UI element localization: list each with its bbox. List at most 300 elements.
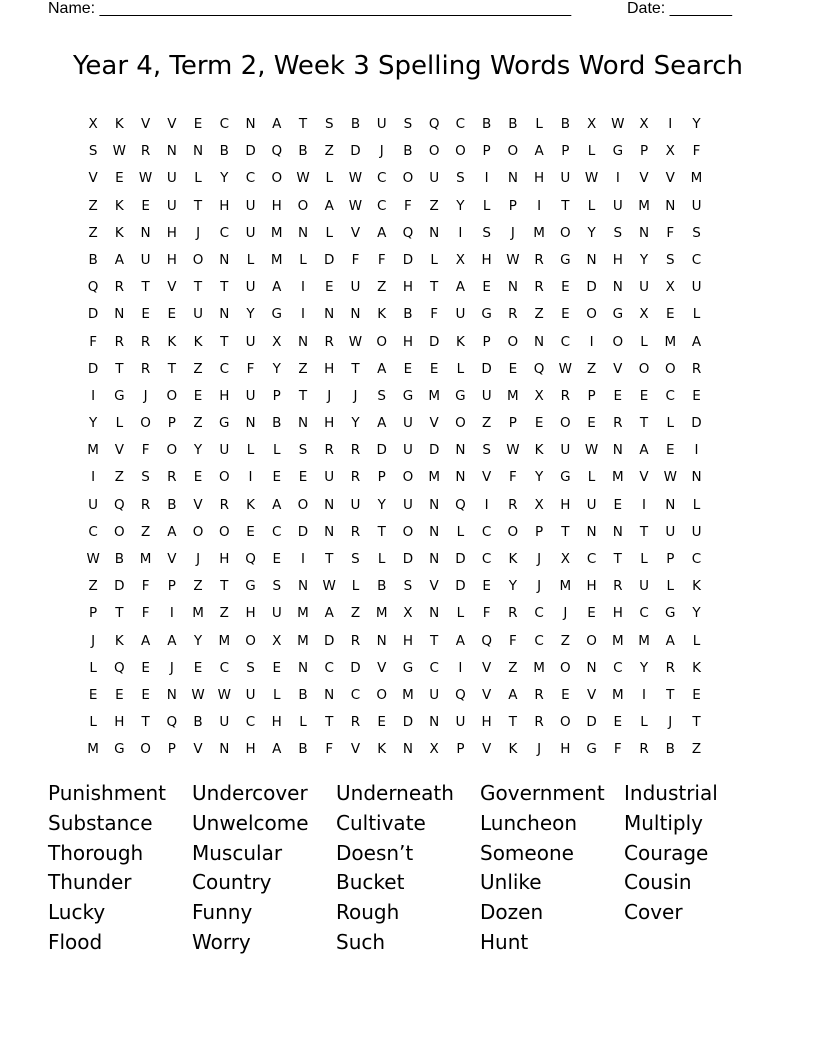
grid-letter[interactable]: L <box>89 659 97 676</box>
grid-letter[interactable]: T <box>351 360 360 377</box>
grid-letter[interactable]: R <box>324 442 334 459</box>
grid-letter[interactable]: F <box>246 360 255 377</box>
grid-letter[interactable]: R <box>350 632 361 649</box>
grid-letter[interactable]: B <box>167 496 177 513</box>
grid-letter[interactable]: Y <box>692 605 701 622</box>
grid-letter[interactable]: F <box>666 224 675 241</box>
grid-letter[interactable]: M <box>87 442 99 459</box>
grid-letter[interactable]: U <box>560 442 571 459</box>
grid-letter[interactable]: K <box>455 333 465 350</box>
grid-letter[interactable]: P <box>508 415 517 432</box>
grid-letter[interactable]: U <box>245 224 256 241</box>
grid-letter[interactable]: R <box>613 415 623 432</box>
grid-letter[interactable]: T <box>115 605 124 622</box>
grid-letter[interactable]: E <box>272 551 282 567</box>
grid-letter[interactable]: E <box>561 686 570 703</box>
grid-letter[interactable]: Z <box>560 632 570 649</box>
grid-letter[interactable]: C <box>560 333 571 350</box>
grid-letter[interactable]: C <box>429 659 439 676</box>
grid-letter[interactable]: K <box>114 116 124 132</box>
grid-letter[interactable]: T <box>115 360 124 377</box>
grid-letter[interactable]: Q <box>271 143 283 160</box>
grid-letter[interactable]: C <box>691 251 702 268</box>
grid-letter[interactable]: Z <box>691 741 702 758</box>
grid-letter[interactable]: L <box>325 224 333 241</box>
grid-letter[interactable]: O <box>297 197 309 214</box>
grid-letter[interactable]: W <box>506 251 520 268</box>
grid-letter[interactable]: S <box>403 116 413 132</box>
grid-letter[interactable]: K <box>377 306 387 323</box>
grid-letter[interactable]: T <box>167 360 176 377</box>
grid-letter[interactable]: R <box>534 279 544 296</box>
grid-letter[interactable]: D <box>114 578 125 595</box>
grid-letter[interactable]: G <box>455 387 466 404</box>
grid-letter[interactable]: O <box>402 469 414 486</box>
grid-letter[interactable]: H <box>166 224 177 241</box>
grid-letter[interactable]: R <box>140 496 151 513</box>
grid-letter[interactable]: A <box>272 496 282 513</box>
grid-letter[interactable]: U <box>691 279 702 296</box>
grid-letter[interactable]: K <box>534 442 544 459</box>
grid-letter[interactable]: E <box>639 387 649 404</box>
grid-letter[interactable]: W <box>506 442 520 459</box>
grid-letter[interactable]: D <box>376 442 387 459</box>
grid-letter[interactable]: T <box>325 714 334 731</box>
grid-letter[interactable]: B <box>272 415 282 432</box>
grid-letter[interactable]: R <box>140 333 151 350</box>
grid-letter[interactable]: W <box>348 333 363 350</box>
grid-letter[interactable]: F <box>482 605 491 622</box>
grid-letter[interactable]: D <box>350 659 361 676</box>
grid-letter[interactable]: T <box>666 686 675 703</box>
grid-letter[interactable]: Q <box>402 224 414 241</box>
grid-letter[interactable]: V <box>586 686 597 703</box>
grid-letter[interactable]: S <box>692 224 701 241</box>
grid-letter[interactable]: L <box>692 306 701 323</box>
grid-letter[interactable]: X <box>560 551 570 567</box>
grid-letter[interactable]: E <box>141 686 150 703</box>
grid-letter[interactable]: M <box>664 333 677 350</box>
grid-letter[interactable]: T <box>193 279 203 296</box>
grid-letter[interactable]: N <box>455 442 466 459</box>
grid-letter[interactable]: Q <box>114 659 125 676</box>
grid-letter[interactable]: R <box>639 741 649 758</box>
grid-letter[interactable]: Z <box>324 143 334 160</box>
grid-letter[interactable]: K <box>114 197 124 214</box>
grid-letter[interactable]: O <box>612 333 624 350</box>
grid-letter[interactable]: B <box>114 551 124 567</box>
grid-letter[interactable]: F <box>613 741 622 758</box>
grid-letter[interactable]: B <box>508 116 518 132</box>
grid-letter[interactable]: U <box>639 578 649 595</box>
grid-letter[interactable]: T <box>639 415 649 432</box>
grid-letter[interactable]: D <box>402 714 414 731</box>
grid-letter[interactable]: R <box>534 686 544 703</box>
grid-letter[interactable]: Q <box>114 496 125 513</box>
grid-letter[interactable]: Z <box>88 197 98 214</box>
grid-letter[interactable]: L <box>587 469 596 486</box>
grid-letter[interactable]: S <box>403 578 413 595</box>
grid-letter[interactable]: K <box>114 224 124 241</box>
grid-letter[interactable]: D <box>245 143 256 160</box>
grid-letter[interactable]: D <box>455 578 466 595</box>
grid-letter[interactable]: M <box>270 224 283 241</box>
grid-letter[interactable]: V <box>482 659 492 676</box>
grid-letter[interactable]: T <box>377 523 386 540</box>
grid-letter[interactable]: W <box>584 442 599 459</box>
grid-letter[interactable]: X <box>455 251 466 268</box>
grid-letter[interactable]: J <box>143 387 148 404</box>
grid-letter[interactable]: T <box>141 279 150 296</box>
grid-letter[interactable]: M <box>507 387 519 404</box>
grid-letter[interactable]: S <box>246 659 255 676</box>
grid-letter[interactable]: N <box>297 333 309 350</box>
grid-letter[interactable]: Q <box>428 116 440 132</box>
grid-letter[interactable]: U <box>88 496 99 513</box>
grid-letter[interactable]: U <box>350 279 361 296</box>
grid-letter[interactable]: L <box>535 116 543 132</box>
grid-letter[interactable]: Z <box>88 578 98 595</box>
grid-letter[interactable]: E <box>587 415 596 432</box>
grid-letter[interactable]: M <box>428 469 440 486</box>
grid-letter[interactable]: U <box>560 170 571 187</box>
grid-letter[interactable]: Y <box>246 306 255 323</box>
grid-letter[interactable]: L <box>272 686 281 703</box>
grid-letter[interactable]: C <box>88 523 98 540</box>
grid-letter[interactable]: M <box>638 632 650 649</box>
grid-letter[interactable]: T <box>561 197 570 214</box>
grid-letter[interactable]: L <box>587 197 596 214</box>
grid-letter[interactable]: E <box>692 387 701 404</box>
grid-letter[interactable]: R <box>350 714 361 731</box>
grid-letter[interactable]: U <box>612 197 623 214</box>
grid-letter[interactable]: G <box>114 387 125 404</box>
grid-letter[interactable]: S <box>613 224 623 241</box>
grid-letter[interactable]: L <box>430 251 438 268</box>
grid-letter[interactable]: Q <box>166 714 178 731</box>
grid-letter[interactable]: W <box>348 170 363 187</box>
grid-letter[interactable]: L <box>351 578 360 595</box>
grid-letter[interactable]: R <box>691 360 702 377</box>
grid-letter[interactable]: E <box>272 659 282 676</box>
grid-letter[interactable]: A <box>508 686 518 703</box>
grid-letter[interactable]: L <box>299 714 307 731</box>
grid-letter[interactable]: B <box>350 116 361 132</box>
grid-letter[interactable]: G <box>402 387 414 404</box>
grid-letter[interactable]: P <box>167 741 176 758</box>
grid-letter[interactable]: L <box>692 632 701 649</box>
grid-letter[interactable]: I <box>642 686 647 703</box>
grid-letter[interactable]: N <box>324 686 335 703</box>
grid-letter[interactable]: H <box>166 251 177 268</box>
grid-letter[interactable]: U <box>166 197 177 214</box>
grid-letter[interactable]: E <box>508 360 518 377</box>
grid-letter[interactable]: K <box>692 659 701 676</box>
grid-letter[interactable]: D <box>87 306 99 323</box>
grid-letter[interactable]: R <box>324 333 334 350</box>
grid-letter[interactable]: N <box>297 415 309 432</box>
grid-letter[interactable]: T <box>220 279 229 296</box>
grid-letter[interactable]: A <box>324 605 334 622</box>
grid-letter[interactable]: H <box>560 741 571 758</box>
grid-letter[interactable]: K <box>167 333 177 350</box>
grid-letter[interactable]: D <box>297 523 309 540</box>
grid-letter[interactable]: W <box>296 170 310 187</box>
grid-letter[interactable]: A <box>272 116 282 132</box>
grid-letter[interactable]: L <box>640 333 648 350</box>
grid-letter[interactable]: X <box>534 387 544 404</box>
grid-letter[interactable]: Z <box>114 469 124 486</box>
grid-letter[interactable]: Q <box>455 496 466 513</box>
grid-letter[interactable]: A <box>639 442 649 459</box>
grid-letter[interactable]: U <box>455 306 466 323</box>
grid-letter[interactable]: S <box>456 170 465 187</box>
grid-letter[interactable]: P <box>167 578 176 595</box>
grid-letter[interactable]: U <box>691 523 702 540</box>
grid-letter[interactable]: U <box>350 496 361 513</box>
grid-letter[interactable]: V <box>482 469 492 486</box>
grid-letter[interactable]: B <box>298 741 308 758</box>
grid-letter[interactable]: T <box>508 714 517 731</box>
grid-letter[interactable]: Z <box>140 523 151 540</box>
grid-letter[interactable]: Z <box>586 360 597 377</box>
grid-letter[interactable]: V <box>350 224 361 241</box>
grid-letter[interactable]: M <box>218 632 231 649</box>
grid-letter[interactable]: Z <box>508 659 518 676</box>
grid-letter[interactable]: R <box>350 442 361 459</box>
grid-letter[interactable]: E <box>193 387 203 404</box>
grid-letter[interactable]: H <box>219 387 230 404</box>
grid-letter[interactable]: Y <box>220 170 229 187</box>
grid-letter[interactable]: Y <box>351 415 360 432</box>
grid-letter[interactable]: G <box>402 659 414 676</box>
grid-letter[interactable]: O <box>402 523 414 540</box>
grid-letter[interactable]: J <box>537 551 542 567</box>
grid-letter[interactable]: F <box>141 442 150 459</box>
grid-letter[interactable]: U <box>402 415 413 432</box>
grid-letter[interactable]: V <box>639 170 649 187</box>
grid-letter[interactable]: G <box>481 306 492 323</box>
grid-letter[interactable]: C <box>534 605 544 622</box>
grid-letter[interactable]: V <box>193 496 203 513</box>
grid-letter[interactable]: N <box>245 116 256 132</box>
grid-letter[interactable]: L <box>456 360 465 377</box>
grid-letter[interactable]: T <box>639 523 649 540</box>
grid-letter[interactable]: G <box>612 143 624 160</box>
grid-letter[interactable]: E <box>666 442 675 459</box>
grid-letter[interactable]: O <box>455 143 466 160</box>
grid-letter[interactable]: T <box>141 714 150 731</box>
grid-letter[interactable]: C <box>481 523 492 540</box>
grid-letter[interactable]: B <box>403 143 413 160</box>
grid-letter[interactable]: O <box>192 251 204 268</box>
grid-letter[interactable]: I <box>642 496 647 513</box>
grid-letter[interactable]: O <box>192 523 204 540</box>
grid-letter[interactable]: Y <box>692 116 701 132</box>
grid-letter[interactable]: S <box>351 551 360 567</box>
grid-letter[interactable]: R <box>219 496 229 513</box>
grid-letter[interactable]: U <box>455 714 466 731</box>
grid-letter[interactable]: K <box>692 578 701 595</box>
grid-letter[interactable]: N <box>219 306 230 323</box>
grid-letter[interactable]: N <box>507 170 518 187</box>
grid-letter[interactable]: F <box>508 632 517 649</box>
grid-letter[interactable]: A <box>140 632 151 649</box>
grid-letter[interactable]: S <box>324 116 334 132</box>
grid-letter[interactable]: N <box>612 442 623 459</box>
grid-letter[interactable]: L <box>640 551 648 567</box>
grid-letter[interactable]: E <box>115 686 124 703</box>
grid-letter[interactable]: L <box>246 251 255 268</box>
grid-letter[interactable]: Y <box>377 496 386 513</box>
grid-letter[interactable]: Q <box>481 632 492 649</box>
grid-letter[interactable]: C <box>219 116 229 132</box>
grid-letter[interactable]: L <box>587 143 596 160</box>
grid-letter[interactable]: T <box>561 523 570 540</box>
grid-letter[interactable]: L <box>115 415 124 432</box>
grid-letter[interactable]: M <box>402 686 414 703</box>
grid-letter[interactable]: X <box>403 605 413 622</box>
grid-letter[interactable]: O <box>114 523 125 540</box>
grid-letter[interactable]: Q <box>533 360 545 377</box>
grid-letter[interactable]: Y <box>193 442 203 459</box>
grid-letter[interactable]: N <box>350 306 361 323</box>
grid-letter[interactable]: W <box>112 143 127 160</box>
grid-letter[interactable]: H <box>534 170 545 187</box>
grid-letter[interactable]: V <box>613 360 623 377</box>
grid-letter[interactable]: M <box>428 387 440 404</box>
grid-letter[interactable]: Y <box>639 251 649 268</box>
grid-letter[interactable]: D <box>402 251 414 268</box>
grid-letter[interactable]: V <box>167 551 177 567</box>
grid-letter[interactable]: J <box>563 605 568 622</box>
grid-letter[interactable]: M <box>533 224 545 241</box>
grid-letter[interactable]: D <box>324 251 335 268</box>
grid-letter[interactable]: K <box>508 551 518 567</box>
grid-letter[interactable]: A <box>377 224 387 241</box>
grid-letter[interactable]: W <box>138 170 153 187</box>
grid-letter[interactable]: D <box>428 333 440 350</box>
grid-letter[interactable]: U <box>376 116 387 132</box>
grid-letter[interactable]: B <box>377 578 387 595</box>
grid-letter[interactable]: C <box>219 659 229 676</box>
grid-letter[interactable]: X <box>665 143 675 160</box>
grid-letter[interactable]: B <box>403 306 413 323</box>
grid-letter[interactable]: E <box>692 686 701 703</box>
grid-letter[interactable]: N <box>612 279 623 296</box>
grid-letter[interactable]: U <box>481 387 492 404</box>
date-field[interactable]: Date: _______ <box>627 0 732 17</box>
grid-letter[interactable]: A <box>324 197 334 214</box>
grid-letter[interactable]: N <box>429 551 440 567</box>
grid-letter[interactable]: D <box>586 279 597 296</box>
grid-letter[interactable]: M <box>611 686 624 703</box>
grid-letter[interactable]: O <box>560 415 571 432</box>
grid-letter[interactable]: H <box>271 197 282 214</box>
grid-letter[interactable]: H <box>324 360 335 377</box>
grid-letter[interactable]: U <box>429 170 440 187</box>
grid-letter[interactable]: M <box>270 251 283 268</box>
grid-letter[interactable]: E <box>561 279 570 296</box>
grid-letter[interactable]: N <box>429 496 440 513</box>
grid-letter[interactable]: L <box>640 714 648 731</box>
grid-letter[interactable]: Z <box>219 605 229 622</box>
grid-letter[interactable]: I <box>169 605 174 622</box>
grid-letter[interactable]: P <box>89 605 98 622</box>
grid-letter[interactable]: H <box>219 197 230 214</box>
grid-letter[interactable]: G <box>271 306 282 323</box>
grid-letter[interactable]: Z <box>88 224 98 241</box>
grid-letter[interactable]: N <box>429 714 440 731</box>
grid-letter[interactable]: T <box>613 551 622 567</box>
grid-letter[interactable]: E <box>272 469 282 486</box>
grid-letter[interactable]: H <box>324 415 335 432</box>
grid-letter[interactable]: D <box>350 143 361 160</box>
grid-letter[interactable]: G <box>219 415 230 432</box>
grid-letter[interactable]: U <box>219 442 230 459</box>
grid-letter[interactable]: N <box>507 279 518 296</box>
grid-letter[interactable]: O <box>560 714 571 731</box>
grid-letter[interactable]: Y <box>508 578 517 595</box>
grid-letter[interactable]: X <box>534 496 544 513</box>
grid-letter[interactable]: T <box>193 197 203 214</box>
grid-letter[interactable]: B <box>88 251 98 268</box>
grid-letter[interactable]: S <box>272 578 282 595</box>
grid-letter[interactable]: P <box>482 143 491 160</box>
grid-letter[interactable]: S <box>298 442 308 459</box>
grid-letter[interactable]: H <box>612 605 623 622</box>
grid-letter[interactable]: R <box>350 469 361 486</box>
grid-letter[interactable]: A <box>114 251 124 268</box>
grid-letter[interactable]: C <box>586 551 597 567</box>
grid-letter[interactable]: E <box>534 415 544 432</box>
grid-letter[interactable]: O <box>664 360 676 377</box>
grid-letter[interactable]: E <box>482 578 491 595</box>
grid-letter[interactable]: W <box>322 578 336 595</box>
grid-letter[interactable]: Y <box>587 224 596 241</box>
grid-letter[interactable]: T <box>298 116 308 132</box>
grid-letter[interactable]: L <box>456 523 465 540</box>
grid-letter[interactable]: Y <box>88 415 98 432</box>
grid-letter[interactable]: N <box>324 496 335 513</box>
grid-letter[interactable]: T <box>220 578 229 595</box>
grid-letter[interactable]: K <box>114 632 124 649</box>
grid-letter[interactable]: U <box>665 523 676 540</box>
grid-letter[interactable]: Z <box>193 360 203 377</box>
grid-letter[interactable]: C <box>481 551 492 567</box>
grid-letter[interactable]: R <box>534 251 544 268</box>
grid-letter[interactable]: E <box>141 659 150 676</box>
grid-letter[interactable]: C <box>245 714 256 731</box>
grid-letter[interactable]: X <box>88 116 98 132</box>
grid-letter[interactable]: I <box>301 279 305 296</box>
grid-letter[interactable]: D <box>402 551 414 567</box>
grid-letter[interactable]: J <box>668 714 673 731</box>
grid-letter[interactable]: G <box>560 251 571 268</box>
grid-letter[interactable]: P <box>535 523 544 540</box>
grid-letter[interactable]: V <box>350 741 361 758</box>
grid-letter[interactable]: E <box>167 306 177 323</box>
grid-letter[interactable]: D <box>428 442 440 459</box>
grid-letter[interactable]: W <box>191 686 205 703</box>
grid-letter[interactable]: B <box>219 143 229 160</box>
grid-letter[interactable]: L <box>325 170 333 187</box>
grid-letter[interactable]: A <box>455 279 466 296</box>
grid-letter[interactable]: F <box>692 143 701 160</box>
grid-letter[interactable]: O <box>507 143 519 160</box>
grid-letter[interactable]: H <box>612 251 623 268</box>
grid-letter[interactable]: A <box>377 360 387 377</box>
